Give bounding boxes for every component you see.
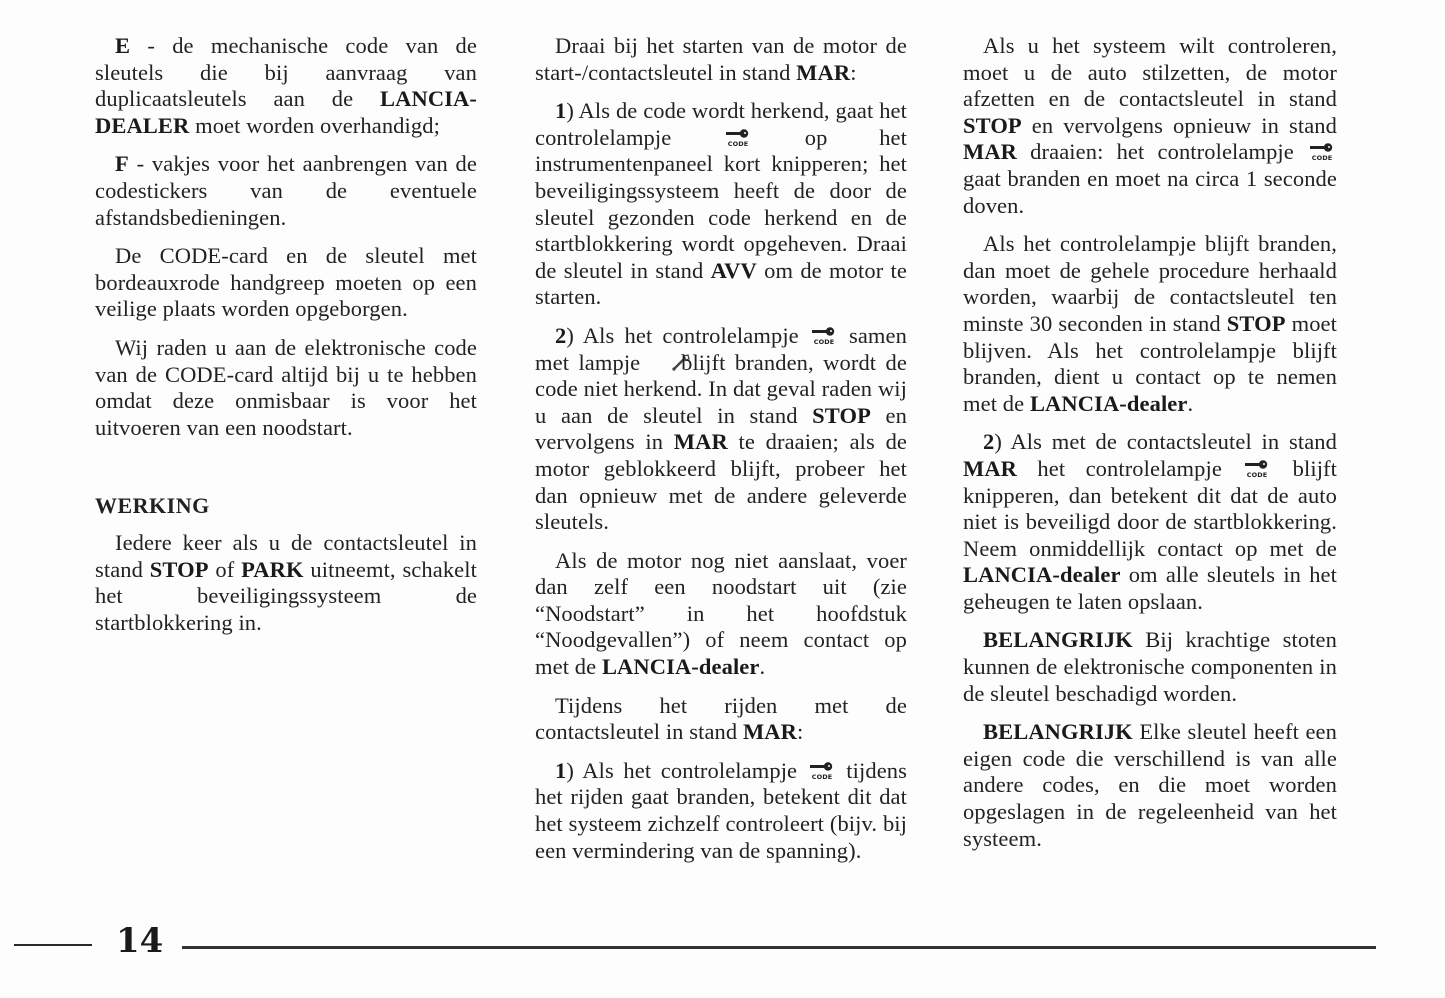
text: Draai bij het starten van de motor de start-/contactsleutel in stand — [535, 33, 907, 85]
text: op het instrumentenpaneel kort knipperen; het beveiligingssysteem heeft de door de sleutel gezonden code herkend en de startblokkering wordt opgeheven. Draai de sleutel in stand — [535, 124, 907, 283]
text: tijdens het rijden gaat branden, betekent dit dat het systeem zichzelf controleert (bijv. bij een vermindering van de spanning). — [535, 757, 907, 863]
text: samen met lampje — [535, 322, 907, 375]
text: - vakjes voor het aanbrengen van de codestickers van de eventuele afstandsbedieningen. — [95, 151, 477, 230]
bold-mar: MAR — [673, 429, 728, 455]
text: Iedere keer als u de contactsleutel in stand — [95, 529, 477, 582]
bold-dealer: LANCIA-dealer — [601, 654, 760, 680]
text: Als de motor nog niet aanslaat, voer dan zelf een noodstart uit (zie “Noodstart” in het hoofdstuk “Noodgevallen”) of neem contact op met de — [535, 547, 907, 680]
svg-text:CODE: CODE — [811, 772, 832, 781]
text: blijft branden, wordt de code niet herkend. In dat geval raden wij u aan de sleutel in stand — [535, 349, 907, 428]
text: ) Als de code wordt herkend, gaat het controlelampje — [535, 98, 907, 150]
bold-avv: AVV — [710, 257, 757, 283]
svg-text:CODE: CODE — [1247, 470, 1268, 479]
column-left — [95, 33, 477, 648]
paragraph-werking — [95, 530, 477, 636]
text: : — [797, 719, 804, 745]
page-footer — [0, 918, 1445, 968]
column-middle — [535, 33, 907, 876]
text: blijft knipperen, dan betekent dit dat de auto niet is beveiligd door de startblokkering. Neem onmiddellijk contact op met de — [963, 455, 1337, 561]
bold-mar: MAR — [796, 59, 851, 85]
text: . — [759, 654, 766, 680]
paragraph-code-card: De CODE-card en de sleutel met bordeauxrode handgreep moeten op een veilige plaats worden opgeborgen. — [95, 243, 477, 322]
paragraph-f — [95, 151, 477, 231]
key-code-warning-icon — [811, 326, 837, 348]
text: en vervolgens in — [535, 402, 907, 455]
bold-mar: MAR — [742, 719, 798, 745]
text: Als u het systeem wilt controleren, moet u de auto stilzetten, de motor afzetten en de contactsleutel in stand — [963, 33, 1337, 112]
svg-text:CODE: CODE — [727, 139, 749, 148]
bold-stop: STOP — [812, 402, 871, 428]
text: om de motor te starten. — [535, 257, 907, 310]
svg-text:CODE: CODE — [813, 337, 835, 346]
bold-dealer: LANCIA-dealer — [1029, 390, 1188, 416]
text: of — [208, 556, 242, 582]
item-label-f: F — [115, 151, 129, 177]
item-label-e: E — [115, 33, 131, 58]
engine-fault-icon — [650, 353, 672, 373]
text: ) Als met de contactsleutel in stand — [994, 429, 1337, 455]
footer-rule-right — [182, 946, 1376, 949]
text: - de mechanische code van de sleutels die bij aanvraag van duplicaatsleutels aan de — [95, 33, 477, 112]
bold-dealer: LANCIA-dealer — [963, 562, 1121, 588]
text: uitneemt, schakelt het beveiligingssysteem de startblokkering in. — [95, 556, 477, 635]
text: . — [1187, 390, 1194, 416]
bold-dealer: LANCIA-DEALER — [95, 86, 477, 138]
paragraph-driving-step-1 — [535, 758, 907, 864]
text: : — [850, 59, 857, 85]
paragraph-repeat — [963, 231, 1337, 417]
key-code-warning-icon — [1309, 142, 1335, 164]
step-number: 1 — [555, 757, 567, 783]
bold-mar: MAR — [963, 455, 1018, 481]
page-number: 14 — [116, 921, 164, 961]
paragraph-start — [535, 33, 907, 86]
text: het controlelampje — [1017, 455, 1243, 481]
key-code-warning-icon — [725, 128, 751, 150]
section-heading: WERKING — [95, 493, 210, 519]
text: Elke sleutel heeft een eigen code die verschillend is van alle andere codes, en die moet worden opgeslagen in de regeleenheid van het systeem. — [963, 719, 1337, 851]
footer-rule-left — [14, 944, 92, 946]
text: draaien: het controlelampje — [1017, 139, 1307, 165]
bold-stop: STOP — [149, 556, 209, 582]
key-code-warning-icon — [809, 761, 835, 783]
text: te draaien; als de motor geblokkeerd blijft, probeer het dan opnieuw met de andere geleverde sleutels. — [535, 429, 908, 535]
step-number: 1 — [555, 98, 567, 124]
key-code-warning-icon — [1244, 459, 1270, 481]
paragraph-driving — [535, 693, 907, 746]
bold-park: PARK — [241, 556, 304, 582]
paragraph-step-1 — [535, 98, 907, 311]
paragraph-e — [95, 33, 477, 139]
paragraph-important-2 — [963, 719, 1337, 852]
bold-important: BELANGRIJK — [983, 719, 1133, 745]
step-number: 2 — [983, 429, 995, 455]
paragraph-important-1 — [963, 627, 1337, 707]
text: gaat branden en moet na circa 1 seconde doven. — [963, 165, 1337, 218]
text: Tijdens het rijden met de contactsleutel in stand — [535, 692, 907, 745]
bold-stop: STOP — [963, 112, 1022, 138]
text: en vervolgens opnieuw in stand — [1021, 112, 1337, 138]
text: ) Als het controlelampje — [566, 757, 807, 783]
column-right — [963, 33, 1337, 864]
bold-mar: MAR — [963, 139, 1018, 165]
text: ) Als het controlelampje — [566, 322, 809, 348]
svg-text:CODE: CODE — [1311, 154, 1333, 163]
paragraph-step-2-blink — [963, 429, 1337, 615]
bold-important: BELANGRIJK — [983, 627, 1133, 653]
paragraph-noodstart — [535, 548, 907, 681]
paragraph-check — [963, 33, 1337, 219]
paragraph-advice: Wij raden u aan de elektronische code van de CODE-card altijd bij u te hebben omdat deze onmisbaar is voor het uitvoeren van een noodstart. — [95, 334, 477, 440]
paragraph-step-2 — [535, 323, 907, 536]
text: moet blijven. Als het controlelampje blijft branden, dient u contact op te nemen met de — [963, 310, 1337, 416]
text: Bij krachtige stoten kunnen de elektronische componenten in de sleutel beschadigd worden. — [963, 627, 1337, 706]
text: om alle sleutels in het geheugen te laten opslaan. — [963, 562, 1337, 614]
text: Als het controlelampje blijft branden, dan moet de gehele procedure herhaald worden, waarbij de contactsleutel ten minste 30 seconden in stand — [963, 231, 1337, 336]
text: moet worden overhandigd; — [189, 112, 440, 138]
bold-stop: STOP — [1226, 310, 1286, 336]
step-number: 2 — [555, 322, 567, 348]
